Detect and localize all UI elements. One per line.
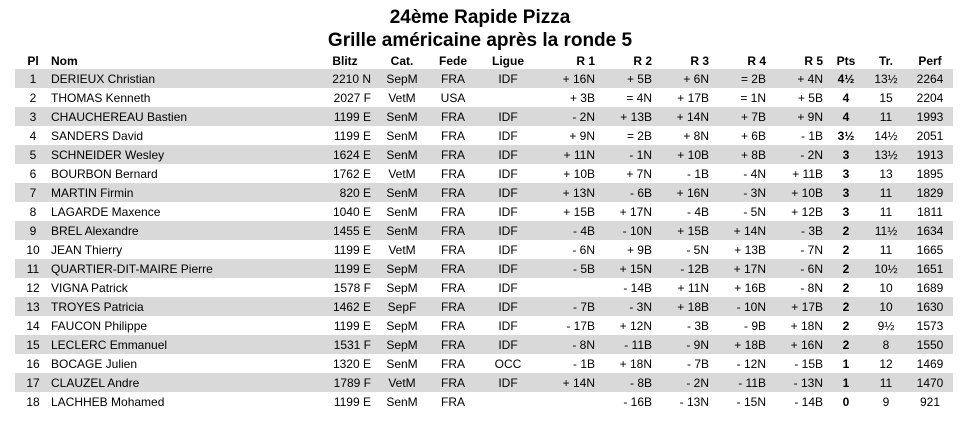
cell-tiebreak: 13½ [865,69,907,88]
table-row [15,354,953,373]
cell-performance: 1895 [916,166,944,181]
cell-category: SenM [377,145,427,164]
cell-round-4: - 11B [713,373,770,392]
cell-league: IDF [498,128,518,143]
cell-category: SepF [377,297,427,316]
cell-performance: 1630 [907,297,953,316]
cell-blitz: 1531 F [313,335,377,354]
cell-tiebreak: 14½ [874,128,898,143]
cell-points: 2 [827,221,865,240]
cell-round-1: + 11N [537,145,599,164]
cell-round-1: + 9N [569,128,595,143]
column-header-round-2: R 2 [633,53,652,68]
table-row [15,164,953,183]
cell-blitz: 820 E [313,183,377,202]
cell-points: 4 [842,90,850,105]
cell-round-3: - 12B [656,259,713,278]
cell-round-1: + 10B [563,166,595,181]
cell-round-3: + 17B [677,90,709,105]
cell-category: SenM [386,204,418,219]
cell-points: 0 [842,394,850,409]
cell-round-4: - 12N [736,356,766,371]
cell-round-3: - 3B [686,318,709,333]
cell-round-5: + 9N [770,107,827,126]
cell-round-5: + 12B [791,204,823,219]
cell-round-5: - 6N [770,259,827,278]
cell-name: QUARTIER-DIT-MAIRE Pierre [51,259,313,278]
cell-performance: 1913 [907,145,953,164]
cell-performance: 1993 [907,107,953,126]
cell-name: DERIEUX Christian [51,69,313,88]
column-header-performance: Perf [918,53,942,68]
cell-place: 18 [26,394,40,409]
column-header-blitz: Blitz [332,53,358,68]
cell-place: 16 [26,356,40,371]
cell-league [479,392,537,411]
cell-name: JEAN Thierry [51,242,123,257]
cell-round-4: + 14N [713,221,770,240]
cell-category: SenM [377,183,427,202]
cell-round-5: - 3B [770,221,827,240]
cell-league: IDF [479,107,537,126]
cell-league: IDF [479,373,537,392]
cell-name: MARTIN Firmin [51,183,313,202]
cell-round-4: + 17N [713,259,770,278]
cell-performance: 1665 [916,242,944,257]
column-header-points: Pts [836,53,856,68]
cell-performance: 1634 [907,221,953,240]
cell-performance: 2204 [916,90,944,105]
cell-place: 4 [29,128,37,143]
table-row [15,221,953,240]
cell-name: FAUCON Philippe [51,318,148,333]
cell-tiebreak: 10½ [865,259,907,278]
cell-league: IDF [479,259,537,278]
cell-federation: FRA [427,297,479,316]
cell-tiebreak: 11½ [865,221,907,240]
table-row [15,316,953,335]
cell-federation: FRA [427,335,479,354]
table-header-row [15,52,953,69]
cell-round-3: + 8N [683,128,709,143]
cell-league: IDF [479,145,537,164]
cell-tiebreak: 9 [882,394,890,409]
cell-category: SenM [377,221,427,240]
cell-category: SenM [386,356,418,371]
cell-round-1: - 4B [537,221,599,240]
page-subtitle: Grille américaine après la ronde 5 [327,30,633,51]
cell-blitz: 1320 E [332,356,371,371]
cell-round-3: - 5N [686,242,709,257]
cell-place: 12 [26,280,40,295]
cell-points: 2 [842,318,850,333]
cell-performance: 1651 [907,259,953,278]
cell-federation: FRA [441,318,465,333]
cell-league: IDF [498,242,518,257]
cell-blitz: 1762 E [332,166,371,181]
cell-name: TROYES Patricia [51,297,313,316]
table-row [15,183,953,202]
cell-round-2: - 10N [599,221,656,240]
table-row [15,297,953,316]
cell-round-5: - 8N [800,280,823,295]
column-header-tiebreak: Tr. [878,53,893,68]
cell-round-5: - 7N [800,242,823,257]
cell-category: VetM [388,242,416,257]
cell-points: 2 [827,335,865,354]
cell-tiebreak: 11 [865,373,907,392]
cell-category: SepM [386,318,418,333]
cell-round-4: + 18B [713,335,770,354]
cell-round-4: - 15N [736,394,766,409]
cell-round-2: - 8B [599,373,656,392]
cell-place: 1 [15,69,51,88]
cell-name: BREL Alexandre [51,221,313,240]
cell-round-3: + 18B [656,297,713,316]
cell-round-2: + 15N [599,259,656,278]
column-header-league: Ligue [492,53,524,68]
cell-tiebreak: 10 [879,280,893,295]
cell-performance: 1469 [916,356,944,371]
cell-name: LAGARDE Maxence [51,204,161,219]
cell-points: 1 [827,373,865,392]
cell-points: 1 [842,356,850,371]
cell-blitz: 1199 E [313,107,377,126]
cell-place: 10 [26,242,40,257]
cell-name: CLAUZEL Andre [51,373,313,392]
cell-place: 7 [15,183,51,202]
cell-round-3: - 9N [656,335,713,354]
cell-place: 13 [15,297,51,316]
cell-name: SANDERS David [51,128,144,143]
cell-federation: FRA [427,259,479,278]
cell-tiebreak: 8 [865,335,907,354]
table-row [15,107,953,126]
cell-name: VIGNA Patrick [51,280,128,295]
cell-name: LECLERC Emmanuel [51,335,313,354]
cell-category: SepM [377,335,427,354]
cell-name: SCHNEIDER Wesley [51,145,313,164]
cell-tiebreak: 15 [879,90,893,105]
cell-performance: 1689 [916,280,944,295]
cell-league [479,88,537,107]
cell-category: SepM [377,69,427,88]
cell-federation: FRA [441,204,465,219]
cell-points: 2 [842,242,850,257]
cell-round-2: = 2B [626,128,652,143]
cell-round-1: - 6N [572,242,595,257]
cell-blitz: 1199 E [333,394,371,409]
cell-league: IDF [498,318,518,333]
cell-round-1: - 8N [537,335,599,354]
cell-round-5: - 14B [794,394,823,409]
table-row [15,126,953,145]
cell-round-2: = 4N [626,90,652,105]
table-row [15,88,953,107]
cell-performance: 1470 [907,373,953,392]
cell-points: 4 [827,107,865,126]
cell-round-4: - 5N [743,204,766,219]
cell-blitz: 1455 E [313,221,377,240]
cell-round-2: - 14B [623,280,652,295]
cell-points: 2 [827,297,865,316]
cell-points: 3 [827,183,865,202]
cell-round-2: + 17N [619,204,652,219]
cell-blitz: 1462 E [313,297,377,316]
cell-tiebreak: 13½ [865,145,907,164]
cell-federation: FRA [441,280,465,295]
cell-round-3: + 15B [656,221,713,240]
column-header-name: Nom [51,53,78,68]
table-row [15,335,953,354]
cell-points: 2 [827,259,865,278]
cell-name: BOURBON Bernard [51,166,158,181]
cell-points: 3 [827,145,865,164]
cell-federation: FRA [427,145,479,164]
cell-round-2: + 7N [626,166,652,181]
cell-round-4: - 3N [713,183,770,202]
cell-round-5: + 4N [770,69,827,88]
cell-round-1: - 5B [537,259,599,278]
cell-blitz: 2210 N [313,69,377,88]
cell-round-4: + 8B [713,145,770,164]
cell-place: 15 [15,335,51,354]
cell-place: 2 [29,90,37,105]
cell-blitz: 1199 E [333,242,371,257]
column-header-round-4: R 4 [747,53,766,68]
cell-round-4: + 6B [740,128,766,143]
cell-league: IDF [479,69,537,88]
cell-league: IDF [498,280,518,295]
cell-tiebreak: 11 [865,183,907,202]
cell-tiebreak: 11 [865,107,907,126]
cell-place: 3 [15,107,51,126]
cell-round-4: = 2B [713,69,770,88]
cell-points: 3 [842,166,850,181]
page-title: 24ème Rapide Pizza [389,7,571,28]
cell-points: 2 [842,280,850,295]
cell-federation: FRA [427,69,479,88]
cell-league: IDF [479,183,537,202]
cell-round-3: + 11N [677,280,709,295]
cell-category: SenM [377,107,427,126]
table-row [15,278,953,297]
cell-performance: 1573 [916,318,944,333]
cell-round-2: - 16B [623,394,652,409]
cell-league: IDF [479,335,537,354]
cell-performance: 2264 [907,69,953,88]
table-row [15,392,953,411]
cell-round-1: + 3B [569,90,595,105]
cell-round-1 [537,392,599,411]
cell-round-3: + 14N [656,107,713,126]
cell-round-5: + 18N [790,318,823,333]
cell-blitz: 2027 F [333,90,371,105]
cell-round-1: - 7B [537,297,599,316]
column-header-federation: Fede [438,53,467,68]
cell-federation: USA [440,90,466,105]
cell-category: VetM [388,166,416,181]
column-header-round-1: R 1 [576,53,595,68]
cell-round-2: - 1N [599,145,656,164]
cell-performance: 1829 [907,183,953,202]
table-row [15,202,953,221]
cell-round-1: - 2N [537,107,599,126]
cell-place: 9 [15,221,51,240]
cell-round-3: + 6N [656,69,713,88]
cell-round-1: + 16N [537,69,599,88]
standings-table [15,52,953,411]
cell-round-3: - 7B [686,356,709,371]
cell-performance: 1811 [917,204,943,219]
cell-category: SenM [386,394,418,409]
cell-federation: FRA [427,373,479,392]
cell-round-2: + 9B [626,242,652,257]
cell-federation: FRA [427,107,479,126]
cell-tiebreak: 10 [865,297,907,316]
cell-tiebreak: 12 [879,356,893,371]
table-row [15,240,953,259]
cell-round-4: + 16B [734,280,766,295]
column-header-round-3: R 3 [690,53,709,68]
column-header-round-5: R 5 [804,53,823,68]
cell-round-4: + 7B [713,107,770,126]
cell-tiebreak: 13 [879,166,893,181]
cell-tiebreak: 11 [879,204,893,219]
column-header-place: Pl [27,53,39,68]
cell-place: 14 [26,318,40,333]
cell-round-1: - 1B [572,356,595,371]
cell-round-3: + 10B [656,145,713,164]
cell-round-1: + 14N [537,373,599,392]
cell-round-5: - 13N [770,373,827,392]
cell-round-3: - 4B [686,204,709,219]
cell-federation: FRA [441,128,465,143]
table-row [15,373,953,392]
cell-blitz: 1789 F [313,373,377,392]
cell-round-5: + 16N [770,335,827,354]
table-row [15,259,953,278]
cell-performance: 1550 [907,335,953,354]
cell-round-5: + 11B [792,166,823,181]
cell-round-2: + 13B [599,107,656,126]
cell-league: IDF [479,221,537,240]
cell-round-5: + 17B [770,297,827,316]
cell-place: 11 [15,259,51,278]
cell-place: 6 [29,166,37,181]
cell-federation: FRA [441,356,465,371]
cell-tiebreak: 9½ [877,318,895,333]
cell-blitz: 1578 F [333,280,371,295]
cell-performance: 921 [919,394,941,409]
cell-round-4: - 9B [743,318,766,333]
cell-category: SepM [377,259,427,278]
cell-points: 3½ [837,128,855,143]
column-header-category: Cat. [390,53,414,68]
cell-round-1: + 15B [563,204,595,219]
cell-blitz: 1624 E [313,145,377,164]
cell-round-5: - 15B [794,356,823,371]
cell-round-3: - 2N [656,373,713,392]
cell-blitz: 1199 E [333,128,371,143]
cell-place: 5 [15,145,51,164]
cell-round-5: + 10B [770,183,827,202]
cell-category: SepM [386,280,418,295]
cell-points: 4½ [827,69,865,88]
cell-round-4: - 4N [743,166,766,181]
cell-federation: FRA [427,183,479,202]
cell-category: SenM [386,128,418,143]
cell-round-2: - 6B [599,183,656,202]
cell-round-4: = 1N [740,90,766,105]
cell-name: LACHHEB Mohamed [51,394,165,409]
cell-league: OCC [494,356,522,371]
cell-round-3: - 1B [686,166,709,181]
cell-round-5: + 5B [797,90,823,105]
cell-name: CHAUCHEREAU Bastien [51,107,313,126]
cell-round-3: + 16N [656,183,713,202]
cell-federation: FRA [441,394,465,409]
cell-round-5: - 1B [800,128,823,143]
cell-league: IDF [498,204,518,219]
cell-round-2: - 11B [599,335,656,354]
cell-name: BOCAGE Julien [51,356,138,371]
cell-category: VetM [377,373,427,392]
cell-round-3: - 13N [679,394,709,409]
cell-round-2: - 3N [599,297,656,316]
cell-category: VetM [388,90,416,105]
cell-round-2: + 12N [619,318,652,333]
cell-round-5: - 2N [770,145,827,164]
cell-blitz: 1040 E [332,204,371,219]
cell-federation: FRA [441,166,465,181]
cell-round-1: + 13N [537,183,599,202]
cell-round-4: + 13B [734,242,766,257]
cell-league: IDF [498,166,518,181]
cell-round-1 [537,278,599,297]
cell-tiebreak: 11 [879,242,893,257]
cell-round-2: + 18N [619,356,652,371]
table-row [15,69,953,88]
cell-league: IDF [479,297,537,316]
cell-round-4: - 10N [713,297,770,316]
cell-round-1: - 17B [566,318,595,333]
cell-federation: FRA [427,221,479,240]
cell-points: 3 [842,204,850,219]
cell-federation: FRA [441,242,465,257]
cell-place: 8 [29,204,37,219]
cell-performance: 2051 [916,128,944,143]
cell-name: THOMAS Kenneth [51,90,151,105]
table-row [15,145,953,164]
cell-blitz: 1199 E [313,259,377,278]
cell-place: 17 [15,373,51,392]
cell-blitz: 1199 E [333,318,371,333]
cell-round-2: + 5B [599,69,656,88]
